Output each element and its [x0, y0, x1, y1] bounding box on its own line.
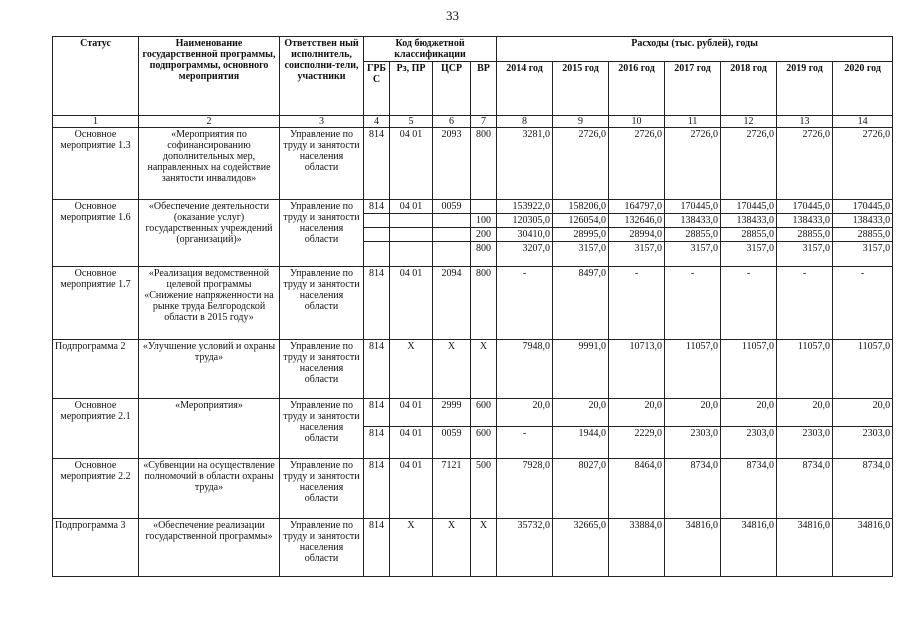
cell-value: 3157,0 [665, 242, 721, 267]
cell-rzpr [390, 228, 433, 242]
cell-value: 34816,0 [777, 519, 833, 577]
cell-value: 170445,0 [833, 200, 893, 214]
cell-grbs: 814 [364, 427, 390, 459]
table-row [53, 267, 893, 340]
cell-value: 28855,0 [721, 228, 777, 242]
row-responsible: Управление по труду и занятости населения области [280, 200, 364, 267]
cell-value: 9991,0 [553, 340, 609, 399]
cell-value: 2303,0 [833, 427, 893, 459]
row-status: Основное мероприятие 2.1 [53, 399, 139, 459]
cell-value: - [497, 427, 553, 459]
header-year: 2020 год [833, 62, 893, 116]
cell-vr: Х [471, 519, 497, 577]
cell-value: 164797,0 [609, 200, 665, 214]
row-name: «Мероприятия» [139, 399, 280, 459]
cell-value: 170445,0 [721, 200, 777, 214]
column-number: 13 [777, 116, 833, 128]
column-number: 1 [53, 116, 139, 128]
cell-rzpr: 04 01 [390, 200, 433, 214]
cell-value: 11057,0 [833, 340, 893, 399]
cell-value: - [777, 267, 833, 340]
row-responsible: Управление по труду и занятости населения области [280, 128, 364, 200]
cell-csr [433, 242, 471, 267]
cell-value: 32665,0 [553, 519, 609, 577]
cell-value: 126054,0 [553, 214, 609, 228]
cell-value: 20,0 [665, 399, 721, 427]
table-row [53, 459, 893, 519]
column-number: 14 [833, 116, 893, 128]
column-number: 5 [390, 116, 433, 128]
cell-value: 2303,0 [777, 427, 833, 459]
cell-value: 2726,0 [777, 128, 833, 200]
cell-value: 35732,0 [497, 519, 553, 577]
cell-value: 11057,0 [721, 340, 777, 399]
cell-value: 3157,0 [777, 242, 833, 267]
cell-value: 8734,0 [833, 459, 893, 519]
cell-value: 34816,0 [665, 519, 721, 577]
column-number: 6 [433, 116, 471, 128]
header-year: 2014 год [497, 62, 553, 116]
cell-rzpr: 04 01 [390, 399, 433, 427]
cell-csr: 2093 [433, 128, 471, 200]
cell-grbs [364, 214, 390, 228]
column-number: 3 [280, 116, 364, 128]
cell-value: 3157,0 [833, 242, 893, 267]
cell-value: 34816,0 [833, 519, 893, 577]
row-responsible: Управление по труду и занятости населения области [280, 267, 364, 340]
cell-value: 138433,0 [833, 214, 893, 228]
cell-value: 2303,0 [721, 427, 777, 459]
cell-value: 2726,0 [553, 128, 609, 200]
column-number: 7 [471, 116, 497, 128]
row-name: «Обеспечение реализации государственной программы» [139, 519, 280, 577]
cell-csr: 0059 [433, 200, 471, 214]
cell-value: - [721, 267, 777, 340]
cell-value: 11057,0 [777, 340, 833, 399]
row-responsible: Управление по труду и занятости населения области [280, 399, 364, 459]
cell-value: 8734,0 [665, 459, 721, 519]
row-name: «Мероприятия по софинансированию дополнительных мер, направленных на содействие занятости инвалидов» [139, 128, 280, 200]
row-responsible: Управление по труду и занятости населения области [280, 459, 364, 519]
cell-grbs: 814 [364, 340, 390, 399]
cell-grbs [364, 242, 390, 267]
cell-value: 3281,0 [497, 128, 553, 200]
header-vr: ВР [471, 62, 497, 116]
cell-value: 3157,0 [609, 242, 665, 267]
cell-value: 153922,0 [497, 200, 553, 214]
cell-value: 158206,0 [553, 200, 609, 214]
cell-value: 28855,0 [777, 228, 833, 242]
cell-value: 138433,0 [665, 214, 721, 228]
row-status: Основное мероприятие 1.6 [53, 200, 139, 267]
cell-value: 1944,0 [553, 427, 609, 459]
cell-value: 28995,0 [553, 228, 609, 242]
header-year: 2017 год [665, 62, 721, 116]
cell-vr: 100 [471, 214, 497, 228]
cell-grbs: 814 [364, 267, 390, 340]
cell-value: 170445,0 [777, 200, 833, 214]
row-name: «Улучшение условий и охраны труда» [139, 340, 280, 399]
header-year: 2015 год [553, 62, 609, 116]
cell-value: - [609, 267, 665, 340]
column-number: 8 [497, 116, 553, 128]
cell-value: 8497,0 [553, 267, 609, 340]
cell-csr [433, 214, 471, 228]
cell-value: 20,0 [833, 399, 893, 427]
cell-csr: 2999 [433, 399, 471, 427]
cell-csr [433, 228, 471, 242]
cell-vr: 800 [471, 267, 497, 340]
cell-vr: 600 [471, 427, 497, 459]
column-number: 12 [721, 116, 777, 128]
budget-table [52, 36, 893, 577]
cell-csr: 7121 [433, 459, 471, 519]
header-csr: ЦСР [433, 62, 471, 116]
cell-value: 33884,0 [609, 519, 665, 577]
cell-value: - [497, 267, 553, 340]
cell-grbs [364, 228, 390, 242]
cell-value: 138433,0 [777, 214, 833, 228]
cell-rzpr: 04 01 [390, 267, 433, 340]
header-status: Статус [53, 37, 139, 116]
page-number: 33 [446, 8, 459, 23]
cell-value: 3207,0 [497, 242, 553, 267]
cell-value: 20,0 [609, 399, 665, 427]
cell-rzpr [390, 242, 433, 267]
cell-value: 132646,0 [609, 214, 665, 228]
header-name: Наименование государственной программы, подпрограммы, основного мероприятия [139, 37, 280, 116]
cell-value: 28855,0 [665, 228, 721, 242]
row-status: Основное мероприятие 1.3 [53, 128, 139, 200]
header-year: 2016 год [609, 62, 665, 116]
cell-grbs: 814 [364, 399, 390, 427]
cell-value: 10713,0 [609, 340, 665, 399]
table-row [53, 200, 893, 214]
column-number-row [53, 116, 893, 128]
cell-value: 2726,0 [609, 128, 665, 200]
cell-grbs: 814 [364, 128, 390, 200]
cell-rzpr: 04 01 [390, 459, 433, 519]
row-status: Подпрограмма 2 [53, 340, 139, 399]
cell-rzpr: 04 01 [390, 427, 433, 459]
cell-value: - [665, 267, 721, 340]
cell-value: 20,0 [497, 399, 553, 427]
cell-value: 138433,0 [721, 214, 777, 228]
row-responsible: Управление по труду и занятости населения области [280, 519, 364, 577]
cell-value: 8027,0 [553, 459, 609, 519]
header-rzpr: Рз, ПР [390, 62, 433, 116]
row-name: «Обеспечение деятельности (оказание услуг) государственных учреждений (организаций)» [139, 200, 280, 267]
cell-vr: 800 [471, 242, 497, 267]
cell-value: 170445,0 [665, 200, 721, 214]
header-year: 2018 год [721, 62, 777, 116]
table-row [53, 399, 893, 427]
column-number: 10 [609, 116, 665, 128]
cell-value: 3157,0 [553, 242, 609, 267]
cell-rzpr: 04 01 [390, 128, 433, 200]
cell-value: 8734,0 [777, 459, 833, 519]
row-responsible: Управление по труду и занятости населения области [280, 340, 364, 399]
cell-csr: 2094 [433, 267, 471, 340]
cell-value: 20,0 [777, 399, 833, 427]
column-number: 2 [139, 116, 280, 128]
table-row [53, 519, 893, 577]
column-number: 11 [665, 116, 721, 128]
header-responsible: Ответствен ный исполнитель, соисполни-тели, участники [280, 37, 364, 116]
header-grbs: ГРБ С [364, 62, 390, 116]
cell-csr: Х [433, 340, 471, 399]
header-budget-code: Код бюджетной классификации [364, 37, 497, 62]
cell-rzpr [390, 214, 433, 228]
cell-rzpr: Х [390, 340, 433, 399]
cell-value: 30410,0 [497, 228, 553, 242]
row-name: «Реализация ведомственной целевой программы «Снижение напряженности на рынке труда Белгородской области в 2015 году» [139, 267, 280, 340]
cell-value: 7948,0 [497, 340, 553, 399]
table-row [53, 340, 893, 399]
row-status: Подпрограмма 3 [53, 519, 139, 577]
cell-value: 2303,0 [665, 427, 721, 459]
cell-value: 28994,0 [609, 228, 665, 242]
cell-value: 7928,0 [497, 459, 553, 519]
cell-value: 34816,0 [721, 519, 777, 577]
cell-vr [471, 200, 497, 214]
table-row [53, 128, 893, 200]
cell-vr: 500 [471, 459, 497, 519]
cell-vr: Х [471, 340, 497, 399]
cell-value: 2726,0 [833, 128, 893, 200]
column-number: 4 [364, 116, 390, 128]
row-status: Основное мероприятие 2.2 [53, 459, 139, 519]
row-name: «Субвенции на осуществление полномочий в области охраны труда» [139, 459, 280, 519]
header-expenses: Расходы (тыс. рублей), годы [497, 37, 893, 62]
cell-csr: 0059 [433, 427, 471, 459]
cell-grbs: 814 [364, 459, 390, 519]
cell-value: 3157,0 [721, 242, 777, 267]
cell-grbs: 814 [364, 200, 390, 214]
cell-grbs: 814 [364, 519, 390, 577]
cell-value: 8734,0 [721, 459, 777, 519]
cell-value: 20,0 [553, 399, 609, 427]
cell-vr: 200 [471, 228, 497, 242]
cell-value: 8464,0 [609, 459, 665, 519]
cell-csr: Х [433, 519, 471, 577]
cell-value: 28855,0 [833, 228, 893, 242]
cell-value: 11057,0 [665, 340, 721, 399]
cell-value: 2726,0 [721, 128, 777, 200]
cell-vr: 800 [471, 128, 497, 200]
cell-vr: 600 [471, 399, 497, 427]
cell-value: 120305,0 [497, 214, 553, 228]
cell-value: - [833, 267, 893, 340]
cell-value: 2229,0 [609, 427, 665, 459]
header-year: 2019 год [777, 62, 833, 116]
cell-rzpr: Х [390, 519, 433, 577]
cell-value: 2726,0 [665, 128, 721, 200]
row-status: Основное мероприятие 1.7 [53, 267, 139, 340]
cell-value: 20,0 [721, 399, 777, 427]
column-number: 9 [553, 116, 609, 128]
